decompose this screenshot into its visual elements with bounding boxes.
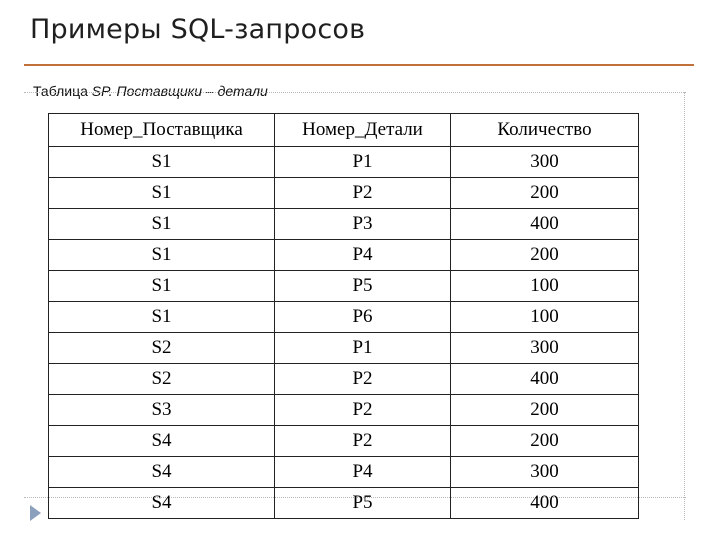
header-supplier-no: Номер_Поставщика bbox=[49, 114, 275, 147]
cell-supplier-no: S1 bbox=[49, 302, 275, 333]
table-row bbox=[49, 147, 639, 178]
cell-part-no: P5 bbox=[275, 271, 451, 302]
cell-supplier-no: S4 bbox=[49, 426, 275, 457]
table-row bbox=[49, 395, 639, 426]
cell-part-no: P2 bbox=[275, 395, 451, 426]
cell-quantity: 400 bbox=[451, 364, 639, 395]
cell-quantity: 400 bbox=[451, 488, 639, 519]
header-quantity: Количество bbox=[451, 114, 639, 147]
cell-quantity: 300 bbox=[451, 333, 639, 364]
cell-supplier-no: S1 bbox=[49, 147, 275, 178]
title-divider bbox=[24, 64, 694, 66]
dotted-guide-top bbox=[24, 92, 686, 93]
table-row bbox=[49, 364, 639, 395]
cell-quantity: 300 bbox=[451, 147, 639, 178]
cell-supplier-no: S2 bbox=[49, 333, 275, 364]
header-part-no: Номер_Детали bbox=[275, 114, 451, 147]
cell-supplier-no: S2 bbox=[49, 364, 275, 395]
table-row bbox=[49, 209, 639, 240]
cell-part-no: P6 bbox=[275, 302, 451, 333]
table-row bbox=[49, 333, 639, 364]
cell-quantity: 100 bbox=[451, 271, 639, 302]
cell-supplier-no: S3 bbox=[49, 395, 275, 426]
cell-quantity: 200 bbox=[451, 178, 639, 209]
cell-part-no: P5 bbox=[275, 488, 451, 519]
cell-supplier-no: S1 bbox=[49, 209, 275, 240]
table-header-row bbox=[49, 114, 639, 147]
cell-part-no: P4 bbox=[275, 240, 451, 271]
table-row bbox=[49, 271, 639, 302]
cell-quantity: 200 bbox=[451, 240, 639, 271]
cell-supplier-no: S1 bbox=[49, 271, 275, 302]
slide-title: Примеры SQL-запросов bbox=[30, 14, 366, 45]
cell-supplier-no: S4 bbox=[49, 457, 275, 488]
cell-quantity: 200 bbox=[451, 395, 639, 426]
cell-quantity: 400 bbox=[451, 209, 639, 240]
cell-quantity: 200 bbox=[451, 426, 639, 457]
dotted-guide-right bbox=[684, 92, 685, 520]
triangle-right-icon bbox=[30, 505, 41, 521]
cell-part-no: P2 bbox=[275, 178, 451, 209]
suppliers-parts-table bbox=[48, 113, 639, 519]
cell-supplier-no: S4 bbox=[49, 488, 275, 519]
cell-supplier-no: S1 bbox=[49, 178, 275, 209]
table-row bbox=[49, 426, 639, 457]
cell-part-no: P4 bbox=[275, 457, 451, 488]
caption-prefix: Таблица bbox=[33, 83, 92, 99]
cell-part-no: P3 bbox=[275, 209, 451, 240]
cell-part-no: P1 bbox=[275, 147, 451, 178]
table-row bbox=[49, 240, 639, 271]
cell-part-no: P1 bbox=[275, 333, 451, 364]
cell-part-no: P2 bbox=[275, 364, 451, 395]
cell-quantity: 100 bbox=[451, 302, 639, 333]
table-row bbox=[49, 488, 639, 519]
table-row bbox=[49, 457, 639, 488]
cell-part-no: P2 bbox=[275, 426, 451, 457]
cell-supplier-no: S1 bbox=[49, 240, 275, 271]
table-caption bbox=[33, 83, 268, 99]
cell-quantity: 300 bbox=[451, 457, 639, 488]
table-row bbox=[49, 178, 639, 209]
caption-table-name: SP. Поставщики – детали bbox=[91, 83, 268, 99]
table-row bbox=[49, 302, 639, 333]
